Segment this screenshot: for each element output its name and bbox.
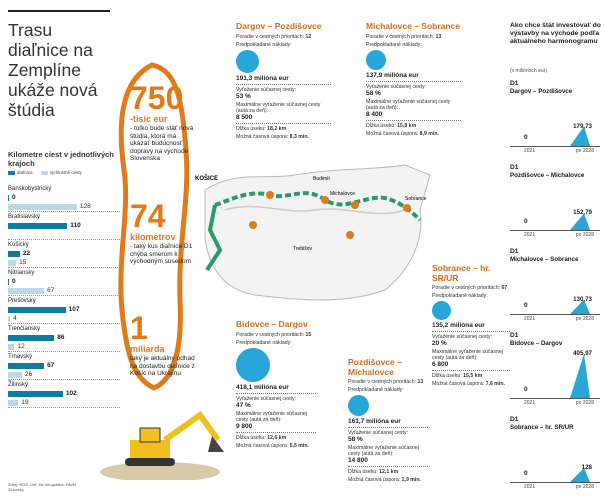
chart-svg (510, 262, 600, 322)
page-title: Trasu diaľnice na Zemplíne ukáže nová štúdia (8, 20, 98, 120)
chart-section-name: Sobrance – hr. SR/UR (510, 424, 574, 431)
map (195, 150, 435, 310)
fact-unit: -tisíc eur (130, 114, 168, 124)
section-pozdisovce-michalovce (348, 358, 428, 483)
chart-axis (510, 230, 600, 231)
region-row (8, 352, 120, 380)
expressway-bar (8, 204, 77, 210)
cars-label: Maximálne vyťaženie súčasnej cesty (autá za deň): (236, 410, 307, 423)
fact-number: 1 (130, 310, 148, 346)
invest-chart (510, 332, 600, 418)
node-pozdisovce (321, 196, 329, 204)
saving-label: Možná časová úspora: 1,9 min. (348, 477, 421, 483)
region-name: Banskobystrický (8, 186, 52, 192)
invest-chart (510, 164, 600, 250)
chart-value-zero: 0 (524, 386, 528, 393)
cost-circle (348, 395, 369, 416)
invest-subtitle: (v miliónoch eur) (510, 68, 547, 74)
chart-x-start: 2021 (524, 484, 536, 490)
length-label: Dĺžka úseku: 18,2 km (236, 125, 287, 132)
map-label-sobrance: Sobrance (405, 196, 427, 202)
saving-value: 8,3 min. (289, 133, 309, 140)
region-value: 67 (47, 287, 55, 294)
region-name: Prešovský (8, 298, 36, 304)
region-value: 12 (17, 343, 25, 350)
source-note: Zdroj: NDS, Úrif, Mv Infografika: HN/M. Zidovský (8, 482, 78, 492)
order-label: Poradie v cestných prioritách: 67 (432, 285, 508, 291)
km-chart-title: Kilometre ciest v jednotlivých krajoch (8, 150, 114, 168)
highway-bar (8, 363, 44, 369)
node-michalovce (351, 201, 359, 209)
cost-value: 137,9 milióna eur (366, 71, 419, 79)
fact-750 (130, 82, 196, 163)
cost-circle (432, 301, 451, 320)
invest-chart (510, 80, 600, 166)
cars-value: 14 800 (348, 457, 368, 464)
order-label: Poradie v cestných prioritách: 13 (366, 33, 442, 40)
region-row (8, 268, 120, 296)
length-value: 18,2 km (267, 125, 287, 132)
cost-label: Predpokladané náklady: (236, 41, 292, 48)
cost-circle (366, 50, 386, 70)
fact-74 (130, 200, 196, 266)
region-value: 110 (70, 222, 81, 229)
cars-label: Maximálne vyťaženie súčasnej cesty (autá za deň): (366, 98, 451, 111)
section-title: Bidovce – Dargov (236, 319, 308, 329)
load-label: Vyťaženie súčasnej cesty: (236, 395, 296, 402)
chart-x-start: 2021 (524, 232, 536, 238)
fact-desc: - toľko bude stáť nová štúdia, ktorá má ukázať budúcnosť dopravy na východe Slovenska (130, 125, 194, 163)
region-value: 22 (22, 250, 31, 257)
length-value: 15,8 km (397, 122, 417, 129)
region-value: 4 (13, 315, 17, 322)
highway-bar (8, 307, 66, 313)
length-label: Dĺžka úseku: 15,8 km (366, 122, 417, 129)
chart-x-end: po 2028 (575, 232, 594, 238)
region-name: Trenčiansky (8, 326, 41, 332)
length-value: 12,6 km (267, 434, 287, 441)
highway-bar (8, 391, 63, 397)
order-label: Poradie v cestných prioritách: 13 (348, 379, 424, 385)
legend-highways: diaľnice (8, 170, 33, 175)
expressway-bar (8, 288, 44, 294)
order-value: 13 (435, 33, 442, 40)
chart-area (570, 354, 590, 398)
node-south (346, 231, 354, 239)
chart-x-start: 2021 (524, 400, 536, 406)
cars-value: 9 800 (236, 422, 253, 430)
cars-label: Maximálne vyťaženie súčasnej cesty (autá za deň): (236, 101, 321, 114)
chart-value-top: 405,97 (573, 350, 592, 357)
excavator-illustration (100, 400, 230, 480)
chart-axis (510, 482, 600, 483)
highway-bar (8, 251, 20, 257)
order-value: 15 (305, 331, 312, 338)
section-sobrance-border (432, 264, 510, 387)
region-value: 86 (57, 334, 65, 341)
cost-label: Predpokladané náklady: (348, 387, 404, 393)
chart-section-name: Michalovce – Sobrance (510, 256, 579, 263)
node-bidovce (249, 221, 257, 229)
region-name: Košický (8, 242, 29, 248)
saving-label: Možná časová úspora: 5,5 min. (236, 442, 309, 449)
region-name: Bratislavský (8, 214, 41, 220)
legend-expressways: rýchlostné cesty (41, 170, 82, 175)
region-value: 0 (12, 278, 16, 285)
map-label-kosice: KOŠICE (195, 176, 219, 182)
chart-value-zero: 0 (524, 218, 528, 225)
region-name: Trnavský (8, 354, 33, 360)
cost-value: 161,7 milióna eur (348, 418, 401, 425)
chart-section-name: Pozdišovce – Michalovce (510, 172, 585, 179)
saving-value: 5,5 min. (289, 442, 309, 449)
highway-bar (8, 195, 9, 201)
chart-x-end: po 2028 (575, 316, 594, 322)
region-value: 128 (79, 203, 91, 210)
chart-road: D1 (510, 416, 519, 423)
section-michalovce-sobrance (366, 22, 461, 137)
load-label: Vyťaženie súčasnej cesty: (236, 86, 296, 93)
saving-value: 7,6 min. (485, 381, 505, 387)
length-value: 12,1 km (379, 469, 399, 475)
saving-value: 8,9 min. (419, 130, 439, 137)
highway-bar (8, 223, 67, 229)
map-label-budimir: Budimír (313, 176, 331, 182)
length-value: 15,5 km (463, 373, 483, 379)
chart-road: D1 (510, 332, 519, 339)
chart-axis (510, 146, 600, 147)
invest-chart (510, 416, 600, 500)
length-label: Dĺžka úseku: 15,5 km (432, 373, 483, 379)
region-value: 102 (65, 390, 77, 397)
load-label: Vyťaženie súčasnej cesty: (348, 430, 408, 436)
fact-desc: taký je aktuálny odhad na dostavbu diaľnice z Košíc na Ukrajinu (130, 355, 195, 378)
chart-x-end: po 2028 (575, 484, 594, 490)
load-value: 53 % (236, 92, 251, 100)
region-value: 26 (25, 371, 33, 378)
region-name: Nitriansky (8, 270, 35, 276)
chart-x-end: po 2028 (575, 400, 594, 406)
section-title: Michalovce – Sobrance (366, 21, 461, 31)
chart-x-start: 2021 (524, 148, 536, 154)
chart-value-zero: 0 (524, 302, 528, 309)
section-title: Dargov – Pozdišovce (236, 21, 322, 31)
highway-bar (8, 279, 9, 285)
cost-label: Predpokladané náklady: (432, 293, 488, 299)
saving-label: Možná časová úspora: 7,6 min. (432, 381, 505, 387)
region-row (8, 212, 120, 240)
expressway-bar (8, 344, 14, 350)
region-row (8, 240, 120, 268)
load-label: Vyťaženie súčasnej cesty: (432, 334, 492, 340)
title-rule (8, 10, 110, 12)
map-label-trebisov: Trebišov (293, 246, 312, 252)
region-value: 0 (12, 194, 16, 201)
chart-x-start: 2021 (524, 316, 536, 322)
load-value: 47 % (236, 401, 251, 409)
load-value: 58 % (366, 89, 381, 97)
region-value: 67 (47, 362, 55, 369)
fact-1 (130, 312, 196, 378)
load-value: 58 % (348, 436, 363, 443)
chart-value-zero: 0 (524, 470, 528, 477)
fact-unit: miliarda (130, 344, 165, 354)
section-dargov-pozdisovce (236, 22, 331, 140)
region-bars (8, 184, 120, 408)
node-dargov (266, 191, 274, 199)
chart-value-top: 130,73 (573, 295, 592, 303)
cars-value: 8 400 (366, 110, 383, 118)
invest-title: Ako chce štát investovať do výstavby na východe podľa aktuálneho harmonogramu (510, 22, 601, 45)
chart-road: D1 (510, 248, 519, 255)
cars-label: Maximálne vyťaženie súčasnej cesty (autá za deň): (348, 445, 419, 457)
fact-number: 750 (130, 80, 184, 116)
region-value: 19 (21, 399, 29, 406)
cost-label: Predpokladané náklady: (236, 339, 292, 346)
region-shape (205, 165, 430, 300)
saving-label: Možná časová úspora: 8,9 min. (366, 130, 439, 137)
chart-section-name: Dargov – Pozdišovce (510, 88, 573, 95)
saving-label: Možná časová úspora: 8,3 min. (236, 133, 309, 140)
section-title: Pozdišovce – Michalovce (348, 357, 402, 377)
expressway-bar (8, 372, 22, 378)
chart-road: D1 (510, 164, 519, 171)
chart-value-top: 179,73 (573, 122, 592, 130)
region-row (8, 296, 120, 324)
cars-label: Maximálne vyťaženie súčasnej cesty (autá za deň): (432, 349, 503, 361)
chart-x-end: po 2028 (575, 148, 594, 154)
chart-axis (510, 398, 600, 399)
expressway-bar (8, 316, 10, 322)
order-label: Poradie v cestných prioritách: 12 (236, 33, 312, 40)
fact-number: 74 (130, 198, 166, 234)
cost-value: 191,3 milióna eur (236, 74, 289, 82)
fact-desc: - taký kus diaľnice D1 chýba smerom k východným susedom (130, 243, 193, 266)
section-title: Sobrance – hr. SR/UR (432, 263, 491, 283)
chart-svg (510, 430, 600, 490)
cost-value: 135,2 milióna eur (432, 322, 485, 329)
cars-value: 6 800 (432, 361, 449, 368)
section-bidovce-dargov (236, 320, 316, 449)
chart-value-zero: 0 (524, 134, 528, 141)
chart-road: D1 (510, 80, 519, 87)
cost-value: 418,1 milióna eur (236, 383, 289, 391)
cars-value: 8 500 (236, 113, 253, 121)
load-value: 20 % (432, 340, 447, 347)
expressway-bar (8, 400, 18, 406)
km-legend (8, 170, 82, 175)
region-name: Žilinský (8, 382, 29, 388)
chart-value-top: 152,79 (573, 209, 592, 217)
saving-value: 1,9 min. (401, 477, 421, 483)
region-row (8, 184, 120, 212)
chart-section-name: Bidovce – Dargov (510, 340, 563, 347)
region-row (8, 324, 120, 352)
map-label-michalovce: Michalovce (330, 191, 356, 197)
length-label: Dĺžka úseku: 12,1 km (348, 469, 399, 475)
cost-circle (236, 50, 259, 73)
fact-unit: kilometrov (130, 232, 176, 242)
chart-svg (510, 178, 600, 238)
chart-value-top: 128 (581, 464, 592, 472)
order-value: 67 (501, 285, 508, 291)
cost-circle (236, 348, 270, 382)
region-value: 15 (19, 259, 27, 266)
node-sobrance (403, 204, 411, 212)
invest-chart (510, 248, 600, 334)
order-value: 12 (305, 33, 312, 40)
load-label: Vyťaženie súčasnej cesty: (366, 83, 426, 90)
highway-bar (8, 335, 54, 341)
order-label: Poradie v cestných prioritách: 15 (236, 331, 312, 338)
cost-label: Predpokladané náklady: (366, 41, 422, 48)
region-value: 107 (68, 306, 80, 313)
expressway-bar (8, 260, 16, 266)
order-value: 13 (417, 379, 424, 385)
chart-axis (510, 314, 600, 315)
length-label: Dĺžka úseku: 12,6 km (236, 434, 287, 441)
